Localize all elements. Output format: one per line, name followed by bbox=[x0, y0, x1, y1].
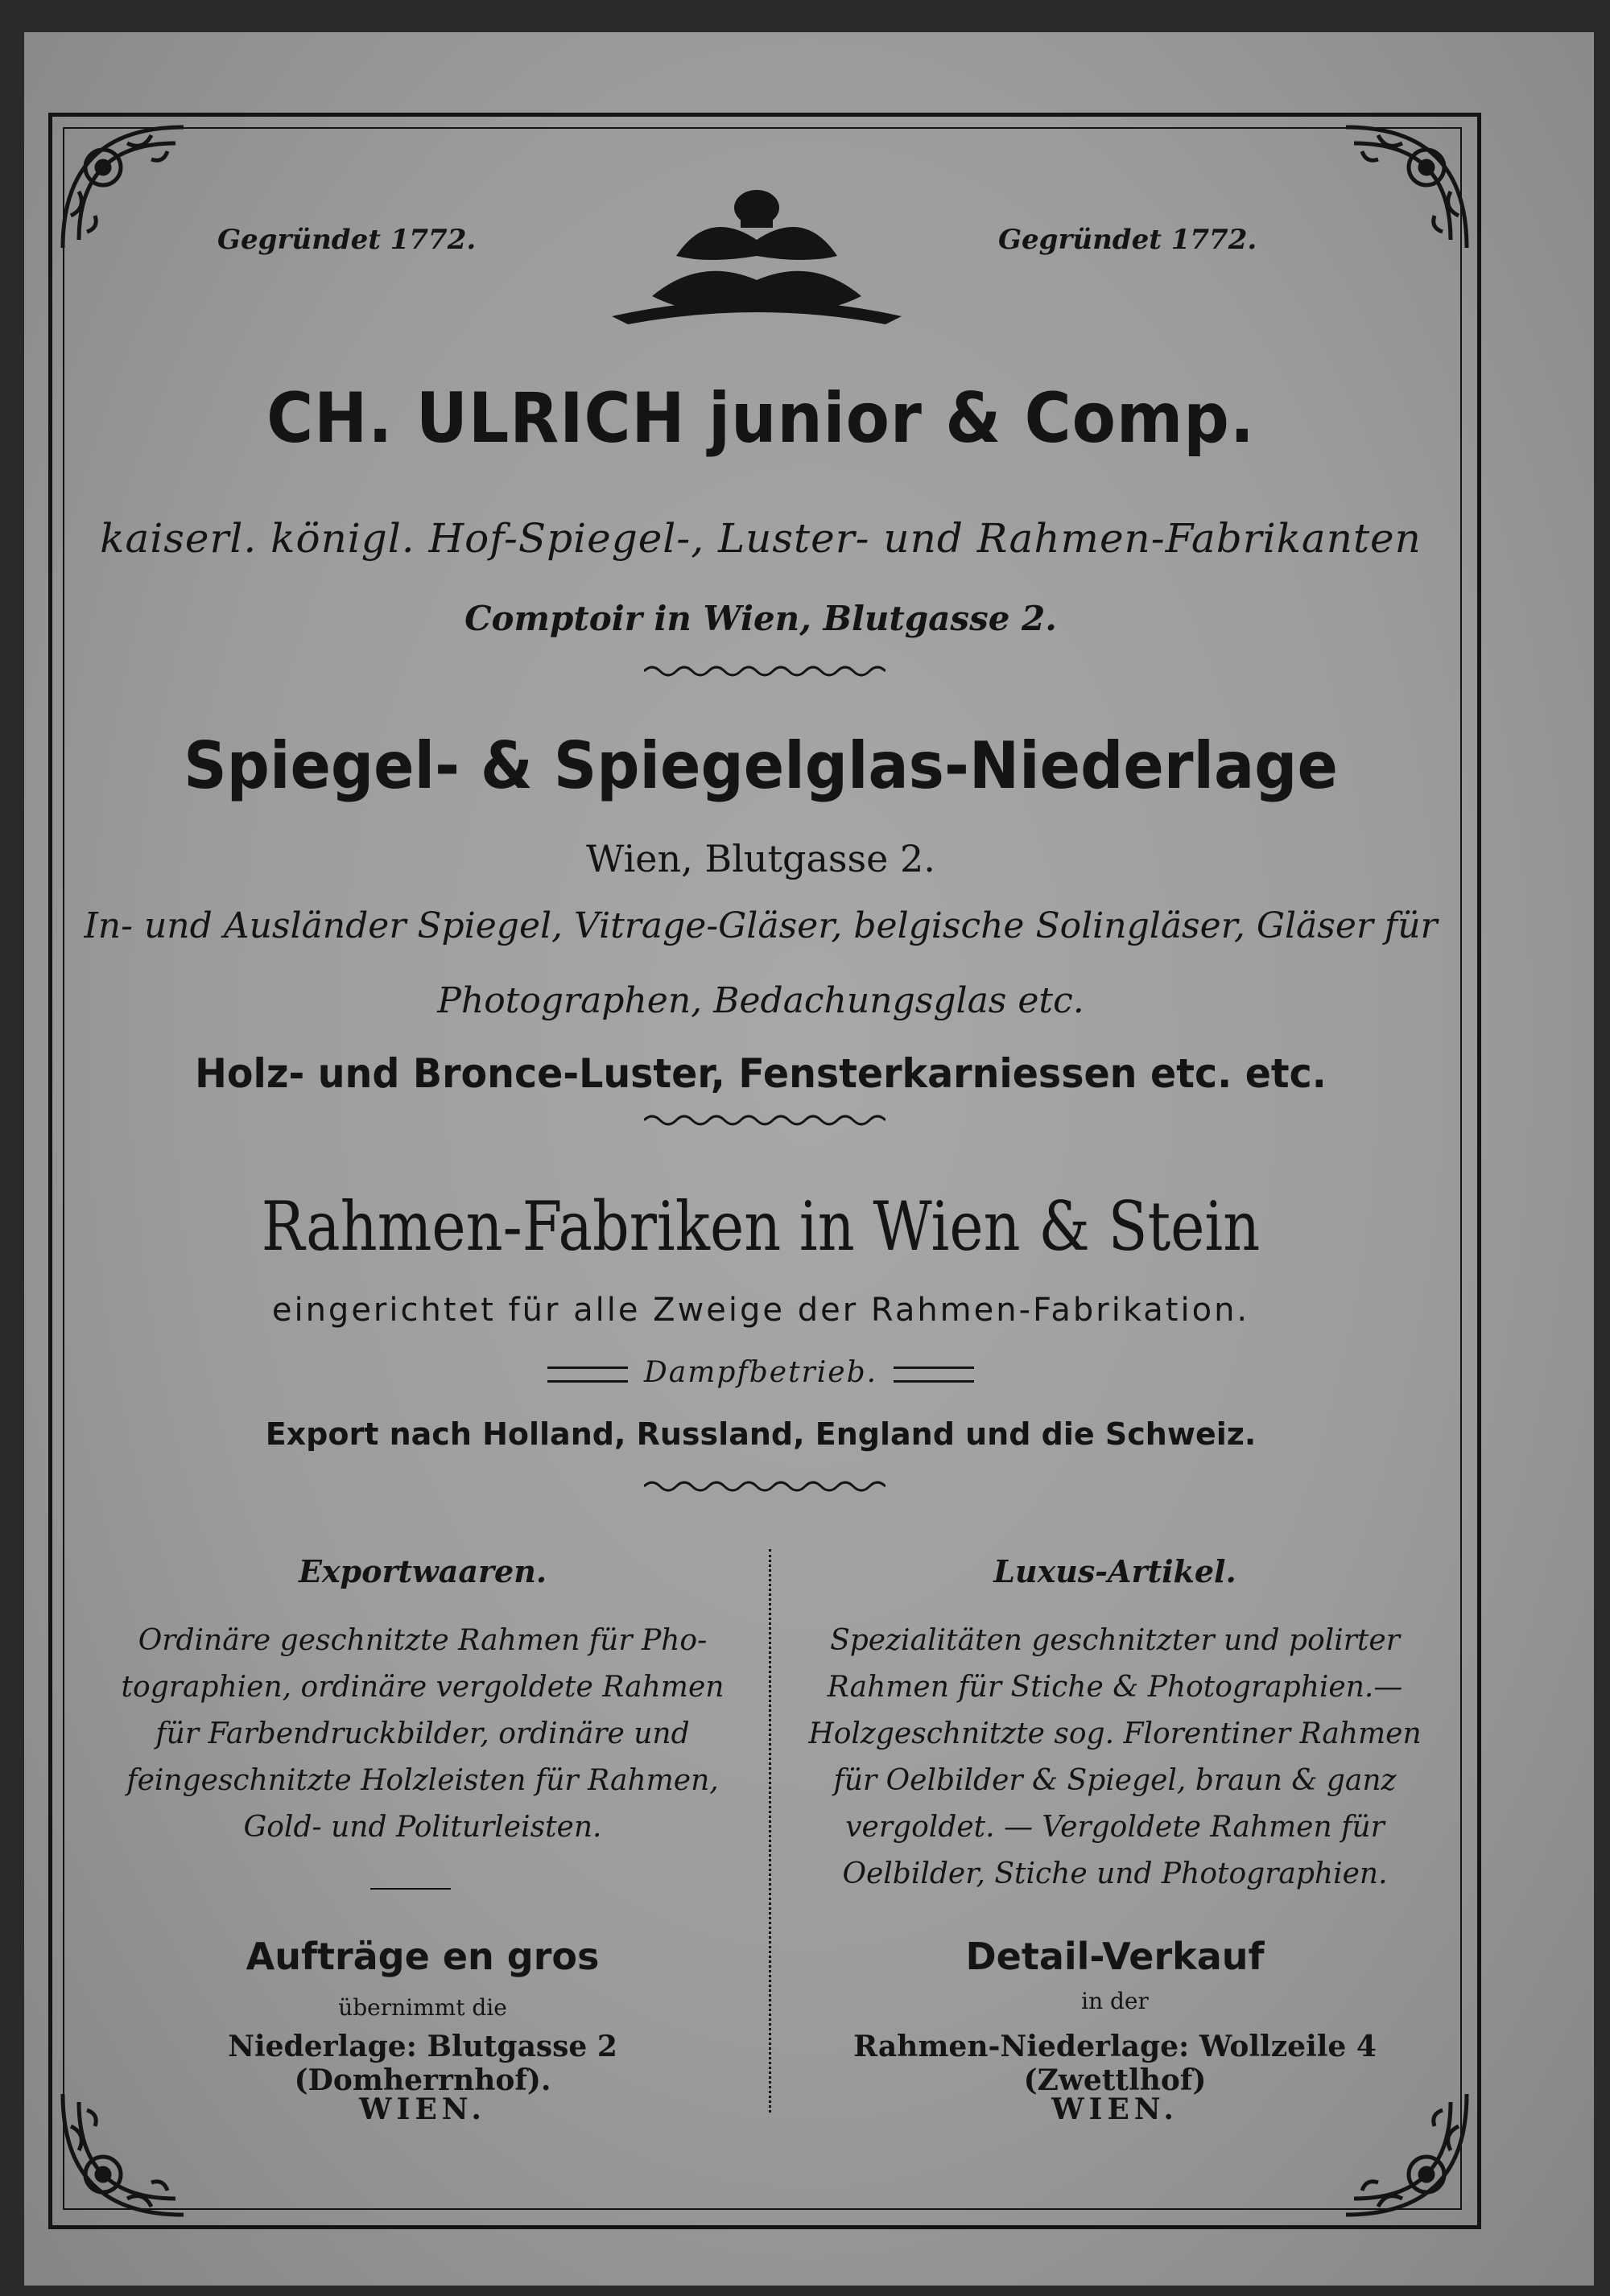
wave-divider bbox=[644, 1477, 886, 1496]
retail-city: WIEN. bbox=[1051, 2092, 1179, 2126]
firm-title: kaiserl. königl. Hof-Spiegel-, Luster- und Rahmen-Fabrikanten bbox=[100, 515, 1422, 562]
luxury-goods-text bbox=[797, 1618, 1433, 1898]
column-divider bbox=[769, 1549, 771, 2113]
export-goods-heading: Exportwaaren. bbox=[298, 1553, 547, 1589]
retail-location: Rahmen-Niederlage: Wollzeile 4 (Zwettlhof) bbox=[853, 2030, 1377, 2097]
text-line: Oelbilder, Stiche und Photographien. bbox=[842, 1857, 1388, 1890]
luxury-goods-heading: Luxus-Artikel. bbox=[993, 1553, 1236, 1589]
corner-ornament-top-right bbox=[1338, 119, 1475, 256]
text-line: Spezialitäten geschnitzter und polirter bbox=[830, 1624, 1400, 1657]
text-line: für Farbendruckbilder, ordinäre und bbox=[155, 1717, 690, 1750]
text-line: vergoldet. — Vergoldete Rahmen für bbox=[845, 1811, 1385, 1844]
mirror-warehouse-heading: Spiegel- & Spiegelglas-Niederlage bbox=[184, 728, 1338, 803]
double-bar-ornament bbox=[547, 1366, 628, 1383]
frame-factories-subtitle: eingerichtet für alle Zweige der Rahmen-Fabrikation. bbox=[271, 1292, 1250, 1329]
export-goods-text bbox=[105, 1618, 741, 1851]
double-bar-ornament bbox=[894, 1366, 974, 1383]
retail-sales: Detail-Verkauf bbox=[965, 1935, 1265, 1978]
steam-line bbox=[64, 1356, 1457, 1389]
wholesale-location: Niederlage: Blutgasse 2 (Domherrnhof). bbox=[228, 2030, 617, 2097]
products-line-3: Holz- und Bronce-Luster, Fensterkarniessen etc. etc. bbox=[195, 1050, 1327, 1097]
wholesale-city: WIEN. bbox=[359, 2092, 486, 2126]
export-line: Export nach Holland, Russland, England und die Schweiz. bbox=[265, 1416, 1257, 1452]
short-rule bbox=[370, 1888, 451, 1890]
text-line: Holzgeschnitzte sog. Florentiner Rahmen bbox=[808, 1717, 1422, 1750]
founded-left: Gegründet 1772. bbox=[217, 224, 477, 256]
text-line: tographien, ordinäre vergoldete Rahmen bbox=[121, 1671, 724, 1704]
comptoir-address: Comptoir in Wien, Blutgasse 2. bbox=[464, 599, 1057, 638]
text-line: Ordinäre geschnitzte Rahmen für Pho- bbox=[138, 1624, 708, 1657]
text-line: Gold- und Politurleisten. bbox=[243, 1811, 602, 1844]
wholesale-orders-sub: übernimmt die bbox=[338, 1994, 507, 2021]
retail-sales-sub: in der bbox=[1081, 1988, 1149, 2014]
founded-right: Gegründet 1772. bbox=[998, 224, 1257, 256]
text-line: für Oelbilder & Spiegel, braun & ganz bbox=[833, 1764, 1397, 1797]
imperial-crest-icon bbox=[580, 175, 934, 336]
steam-text: Dampfbetrieb. bbox=[643, 1356, 878, 1389]
wave-divider bbox=[644, 1111, 886, 1130]
warehouse-address: Wien, Blutgasse 2. bbox=[586, 837, 935, 880]
text-line: feingeschnitzte Holzleisten für Rahmen, bbox=[126, 1764, 719, 1797]
corner-ornament-top-left bbox=[55, 119, 192, 256]
frame-factories-heading: Rahmen-Fabriken in Wien & Stein bbox=[261, 1187, 1261, 1266]
firm-name: CH. ULRICH junior & Comp. bbox=[266, 378, 1255, 459]
products-line-2: Photographen, Bedachungsglas etc. bbox=[437, 980, 1084, 1021]
products-line-1: In- und Ausländer Spiegel, Vitrage-Gläser, belgische Solingläser, Gläser für bbox=[84, 905, 1438, 946]
text-line: Rahmen für Stiche & Photographien.— bbox=[827, 1671, 1403, 1704]
wave-divider bbox=[644, 662, 886, 681]
wholesale-orders: Aufträge en gros bbox=[246, 1935, 600, 1978]
